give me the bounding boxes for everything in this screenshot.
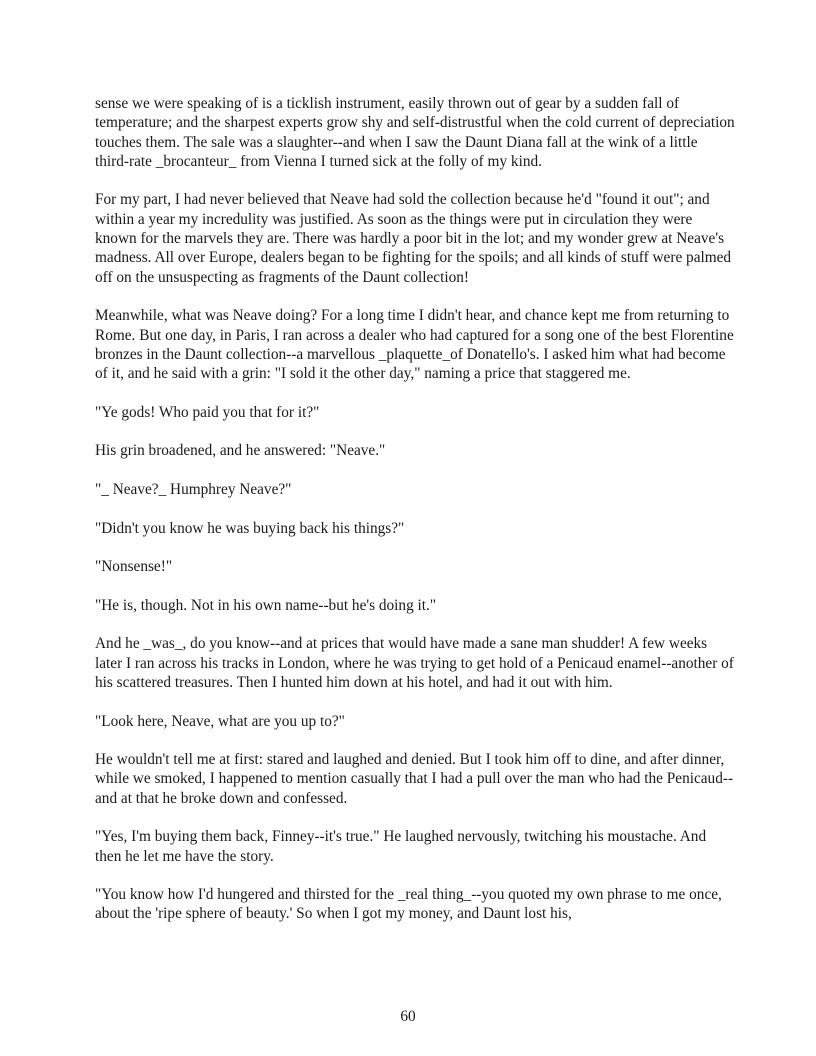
paragraph-13: "Yes, I'm buying them back, Finney--it's true." He laughed nervously, twitching his moustache. And then he let me have the story. — [95, 828, 707, 865]
paragraph-12: He wouldn't tell me at first: stared and laughed and denied. But I took him off to dine, and after dinner, while we smoked, I happened to mention casually that I had a pull over the man who had the Penicaud--and at that he broke down and confessed. — [95, 751, 734, 807]
paragraph-2: For my part, I had never believed that Neave had sold the collection because he'd "found it out"; and within a year my incredulity was justified. As soon as the things were put in circulation they were known for the marvels they are. There was hardly a poor bit in the lot; and my wonder grew at Neave's madness. All over Europe, dealers began to be fighting for the spoils; and all kinds of stuff were palmed off on the unsuspecting as fragments of the Daunt collection! — [95, 191, 732, 286]
page-body — [95, 94, 735, 943]
paragraph-6: "_ Neave?_ Humphrey Neave?" — [95, 480, 292, 498]
paragraph-10: And he _was_, do you know--and at prices that would have made a sane man shudder! A few weeks later I ran across his tracks in London, where he was trying to get hold of a Penicaud enamel--another of his scattered treasures. Then I hunted him down at his hotel, and had it out with him. — [95, 635, 734, 691]
paragraph-3: Meanwhile, what was Neave doing? For a long time I didn't hear, and chance kept me from returning to Rome. But one day, in Paris, I ran across a dealer who had captured for a song one of the best Florentine bronzes in the Daunt collection--a marvellous _plaquette_of Donatello's. I asked him what had become of it, and he said with a grin: "I sold it the other day," naming a price that staggered me. — [95, 307, 734, 383]
paragraph-11: "Look here, Neave, what are you up to?" — [95, 712, 345, 730]
paragraph-7: "Didn't you know he was buying back his things?" — [95, 519, 405, 537]
paragraph-8: "Nonsense!" — [95, 558, 173, 576]
paragraph-14: "You know how I'd hungered and thirsted for the _real thing_--you quoted my own phrase to me once, about the 'ripe sphere of beauty.' So when I got my money, and Daunt lost his, — [95, 886, 722, 923]
paragraph-5: His grin broadened, and he answered: "Neave." — [95, 442, 386, 460]
page-number: 60 — [400, 1008, 416, 1025]
paragraph-1: sense we were speaking of is a ticklish instrument, easily thrown out of gear by a sudden fall of temperature; and the sharpest experts grow shy and self-distrustful when the cold current of depreciation touches them. The sale was a slaughter--and when I saw the Daunt Diana fall at the wink of a little third-rate _brocanteur_ from Vienna I turned sick at the folly of my kind. — [95, 95, 735, 170]
paragraph-4: "Ye gods! Who paid you that for it?" — [95, 403, 320, 421]
paragraph-9: "He is, though. Not in his own name--but he's doing it." — [95, 596, 437, 614]
